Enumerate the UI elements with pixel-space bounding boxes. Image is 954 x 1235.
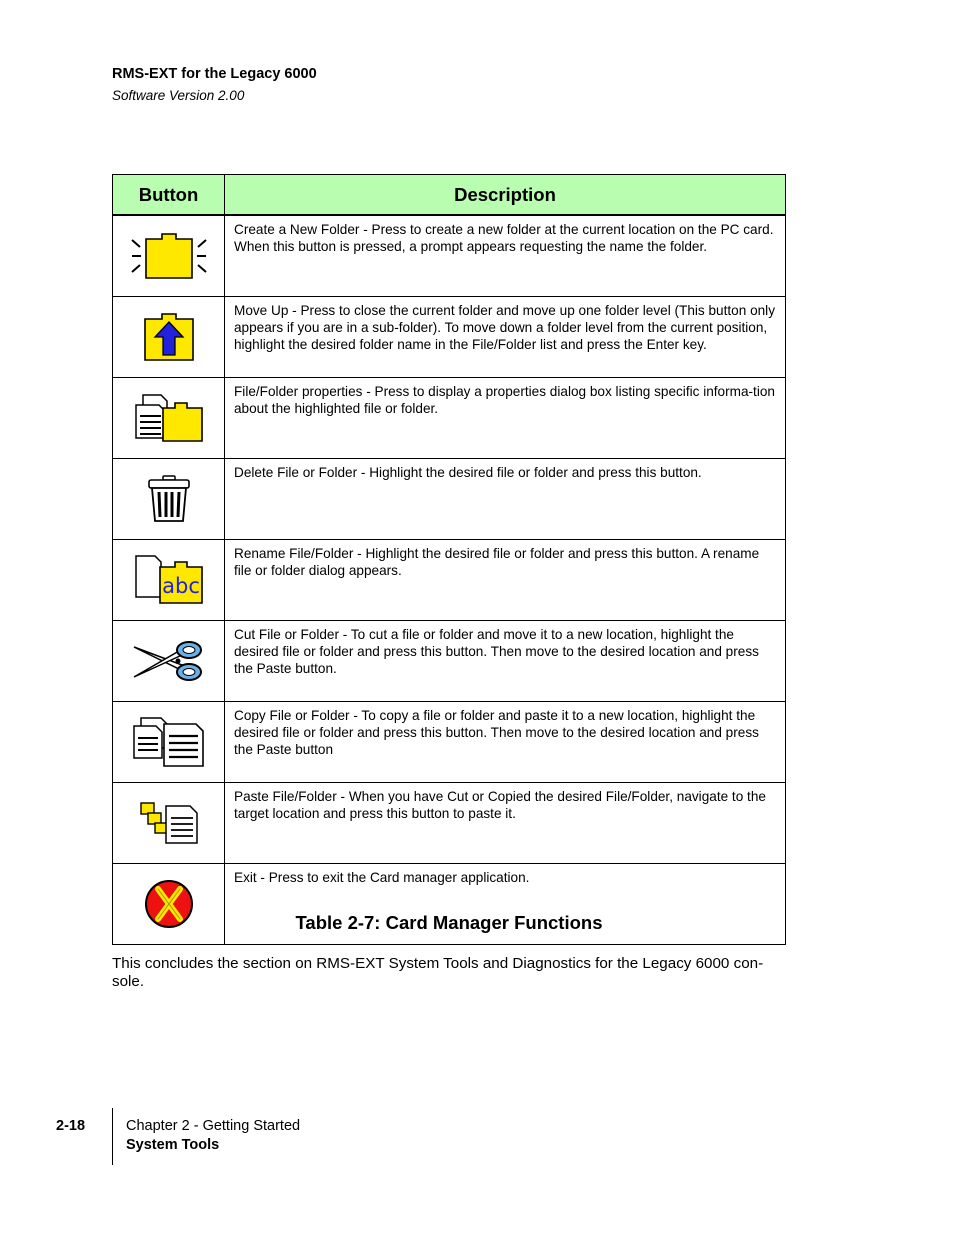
table-row bbox=[113, 783, 786, 864]
card-manager-functions-table bbox=[112, 174, 786, 945]
row-description: Copy File or Folder - To copy a file or folder and paste it to a new location, highlight the desired file or folder and press this button. Then move to the desired location and press the Paste button bbox=[225, 702, 786, 783]
row-description: Exit - Press to exit the Card manager application. bbox=[225, 864, 786, 945]
document-title: RMS-EXT for the Legacy 6000 bbox=[112, 66, 317, 82]
row-description: Delete File or Folder - Highlight the desired file or folder and press this button. bbox=[225, 459, 786, 540]
new-folder-icon bbox=[113, 228, 224, 284]
properties-icon bbox=[113, 391, 224, 445]
page-number: 2-18 bbox=[56, 1118, 86, 1134]
table-caption: Table 2-7: Card Manager Functions bbox=[295, 912, 603, 933]
rename-icon bbox=[113, 553, 224, 607]
table-row bbox=[113, 621, 786, 702]
table-row bbox=[113, 378, 786, 459]
footer-section: System Tools bbox=[126, 1137, 220, 1153]
scissors-icon bbox=[113, 639, 224, 683]
table-header-row bbox=[113, 175, 786, 216]
body-paragraph: This concludes the section on RMS-EXT System Tools and Diagnostics for the Legacy 6000 con-sole. bbox=[112, 955, 764, 990]
row-description: Paste File/Folder - When you have Cut or Copied the desired File/Folder, navigate to the target location and press this button to paste it. bbox=[225, 783, 786, 864]
row-description: File/Folder properties - Press to display a properties dialog box listing specific informa-tion about the highlighted file or folder. bbox=[225, 378, 786, 459]
row-description: Cut File or Folder - To cut a file or folder and move it to a new location, highlight the desired file or folder and press this button. Then move to the desired location and press the Paste button. bbox=[225, 621, 786, 702]
button-column-header: Button bbox=[113, 175, 225, 216]
table-row bbox=[113, 297, 786, 378]
row-description: Move Up - Press to close the current folder and move up one folder level (This button only appears if you are in a sub-folder). To move down a folder level from the current position, highlight the desired folder name in the File/Folder list and press the Enter key. bbox=[225, 297, 786, 378]
footer-chapter: Chapter 2 - Getting Started bbox=[126, 1118, 301, 1134]
table-row bbox=[113, 459, 786, 540]
footer-divider bbox=[112, 1108, 113, 1165]
table-row bbox=[113, 702, 786, 783]
paste-icon bbox=[113, 800, 224, 846]
table-row bbox=[113, 215, 786, 297]
table-row bbox=[113, 540, 786, 621]
copy-icon bbox=[113, 716, 224, 768]
row-description: Create a New Folder - Press to create a new folder at the current location on the PC card. When this button is pressed, a prompt appears requesting the name the folder. bbox=[225, 215, 786, 297]
description-column-header: Description bbox=[225, 175, 786, 216]
row-description: Rename File/Folder - Highlight the desired file or folder and press this button. A rename file or folder dialog appears. bbox=[225, 540, 786, 621]
trash-icon bbox=[113, 474, 224, 524]
move-up-icon bbox=[113, 311, 224, 363]
rename-icon-text: abc bbox=[161, 574, 200, 598]
software-version: Software Version 2.00 bbox=[112, 88, 245, 103]
